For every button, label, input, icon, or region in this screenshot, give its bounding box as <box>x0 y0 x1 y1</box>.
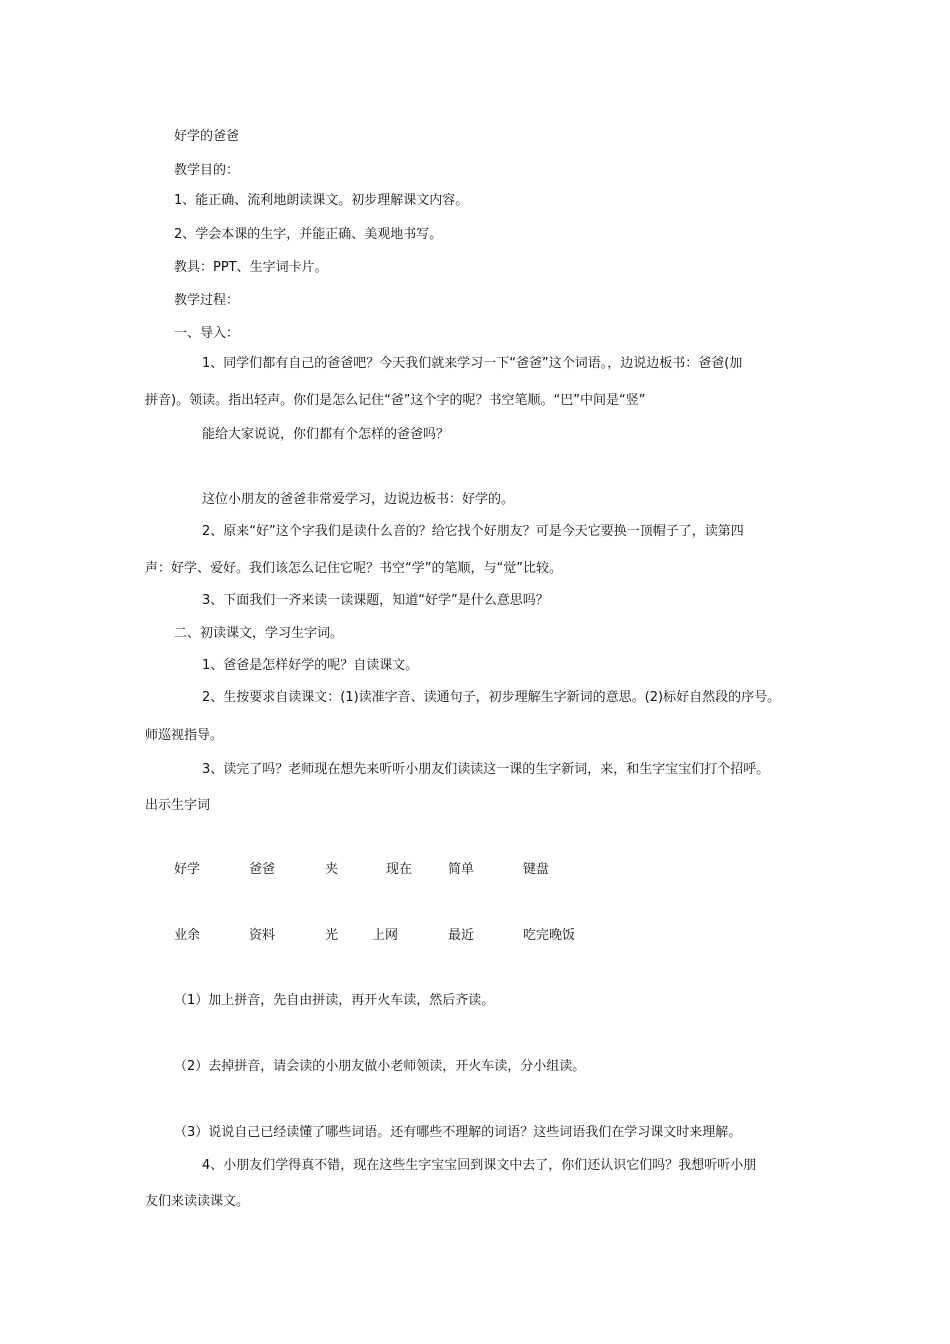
paragraph-line: 这位小朋友的爸爸非常爱学习，边说边板书：好学的。 <box>202 492 515 507</box>
process-heading: 教学过程： <box>174 293 240 308</box>
paragraph-line: 2、生按要求自读课文：(1)读准字音、读通句子，初步理解生字新词的意思。(2)标好自然段的序号。 <box>202 690 781 705</box>
paragraph-line: 友们来读读课文。 <box>145 1194 250 1209</box>
vocab-word: 吃完晚饭 <box>523 928 576 943</box>
paragraph-line: 3、读完了吗？老师现在想先来听听小朋友们读读这一课的生字新词，来，和生字宝宝们打个招呼。 <box>202 762 770 777</box>
vocab-word: 简单 <box>448 862 475 877</box>
vocab-word: 资料 <box>249 928 276 943</box>
vocab-word: 好学 <box>174 862 201 877</box>
step-line: （2）去掉拼音，请会读的小朋友做小老师领读，开火车读，分小组读。 <box>174 1059 586 1074</box>
vocab-word: 爸爸 <box>249 862 276 877</box>
vocab-word: 光 <box>325 928 339 943</box>
step-line: （1）加上拼音，先自由拼读，再开火车读，然后齐读。 <box>174 993 495 1008</box>
paragraph-line: 3、下面我们一齐来读一读课题，知道“好学”是什么意思吗？ <box>202 593 549 608</box>
vocab-row <box>0 861 950 879</box>
paragraph-line: 声：好学、爱好。我们该怎么记住它呢？书空“学”的笔顺，与“觉”比较。 <box>145 561 562 576</box>
vocab-word: 夹 <box>325 862 339 877</box>
step-line: （3）说说自己已经读懂了哪些词语。还有哪些不理解的词语？这些词语我们在学习课文时来理解。 <box>174 1125 742 1140</box>
vocab-word: 业余 <box>174 928 201 943</box>
paragraph-line: 能给大家说说，你们都有个怎样的爸爸吗？ <box>202 427 450 442</box>
paragraph-line: 拼音)。领读。指出轻声。你们是怎么记住“爸”这个字的呢？书空笔顺。“巴”中间是“竖” <box>145 393 646 408</box>
section1-heading: 一、导入： <box>174 326 240 341</box>
section2-heading: 二、初读课文，学习生字词。 <box>174 626 344 641</box>
paragraph-line: 师巡视指导。 <box>145 728 224 743</box>
paragraph-line: 1、爸爸是怎样好学的呢？自读课文。 <box>202 658 419 673</box>
doc-title: 好学的爸爸 <box>174 129 240 144</box>
vocab-word: 现在 <box>386 862 413 877</box>
goal-item: 2、学会本课的生字，并能正确、美观地书写。 <box>174 227 443 242</box>
paragraph-line: 1、同学们都有自己的爸爸吧？今天我们就来学习一下“爸爸”这个词语。，边说边板书：爸爸(加 <box>202 356 743 371</box>
paragraph-line: 2、原来“好”这个字我们是读什么音的？给它找个好朋友？可是今天它要换一顶帽子了，读第四 <box>202 524 744 539</box>
vocab-row <box>0 927 950 945</box>
vocab-word: 键盘 <box>523 862 550 877</box>
vocab-word: 上网 <box>372 928 399 943</box>
vocab-word: 最近 <box>448 928 475 943</box>
paragraph-line: 出示生字词 <box>145 798 211 813</box>
goal-heading: 教学目的： <box>174 163 240 178</box>
paragraph-line: 4、小朋友们学得真不错，现在这些生字宝宝回到课文中去了，你们还认识它们吗？我想听听小朋 <box>202 1158 757 1173</box>
tools-line: 教具：PPT、生字词卡片。 <box>174 260 328 275</box>
goal-item: 1、能正确、流利地朗读课文。初步理解课文内容。 <box>174 193 469 208</box>
